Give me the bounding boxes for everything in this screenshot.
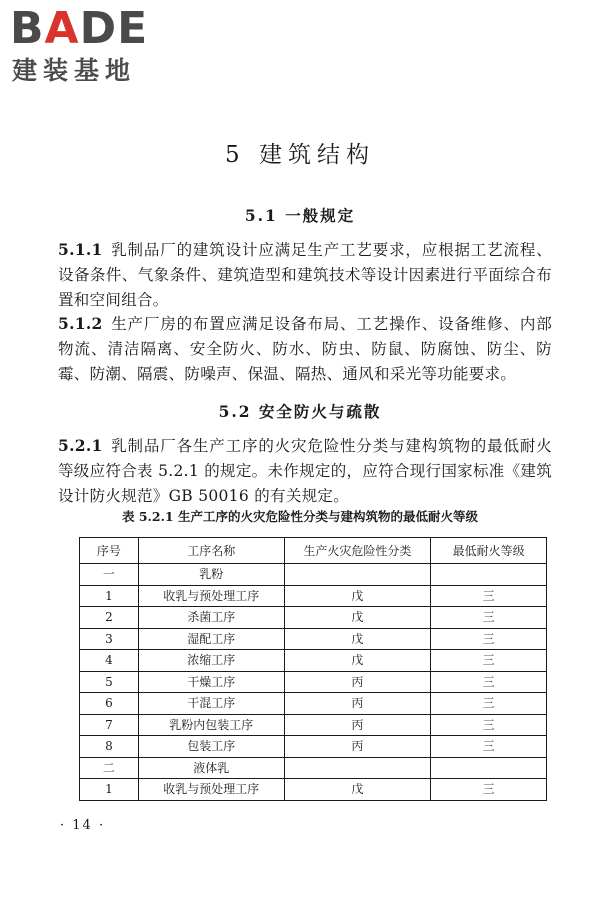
table-cell: 三 [431, 714, 547, 736]
table-row [80, 714, 547, 736]
table-cell: 三 [431, 779, 547, 801]
table-row [80, 693, 547, 715]
clause-number: 5.1.2 [58, 314, 103, 333]
table-cell: 液体乳 [138, 757, 284, 779]
clause-5-1-1 [58, 237, 552, 313]
table-cell: 7 [80, 714, 139, 736]
table-cell: 2 [80, 607, 139, 629]
logo-letter-b: B [10, 3, 45, 54]
table-cell: 戊 [284, 779, 431, 801]
table-cell: 丙 [284, 693, 431, 715]
page-number: · 14 · [60, 818, 106, 833]
table-caption: 表 5.2.1 生产工序的火灾危险性分类与建构筑物的最低耐火等级 [121, 509, 478, 524]
table-cell: 1 [80, 779, 139, 801]
chapter-title: 5 建筑结构 [225, 142, 375, 168]
table-cell: 乳粉 [138, 564, 284, 586]
table-row [80, 585, 547, 607]
table-cell: 8 [80, 736, 139, 758]
table-cell [431, 757, 547, 779]
clause-text: 乳制品厂各生产工序的火灾危险性分类与建构筑物的最低耐火等级应符合表 5.2.1 的规定。未作规定的，应符合现行国家标准《建筑设计防火规范》GB 50016 的有关规定。 [58, 437, 552, 505]
table-row [80, 779, 547, 801]
table-cell: 三 [431, 607, 547, 629]
table-row [80, 736, 547, 758]
table-cell: 丙 [284, 714, 431, 736]
table-cell: 收乳与预处理工序 [138, 585, 284, 607]
table-cell: 乳粉内包装工序 [138, 714, 284, 736]
site-logo [10, 4, 180, 86]
table-row [80, 607, 547, 629]
table-cell: 4 [80, 650, 139, 672]
table-cell: 丙 [284, 671, 431, 693]
clause-number: 5.2.1 [58, 436, 103, 455]
table-cell [284, 564, 431, 586]
table-cell: 戊 [284, 650, 431, 672]
table-cell: 二 [80, 757, 139, 779]
clause-text: 生产厂房的布置应满足设备布局、工艺操作、设备维修、内部物流、清洁隔离、安全防火、防水、防虫、防鼠、防腐蚀、防尘、防霉、防潮、隔震、防噪声、保温、隔热、通风和采光等功能要求。 [58, 315, 552, 383]
table-row [80, 757, 547, 779]
table-cell: 三 [431, 585, 547, 607]
table-cell: 1 [80, 585, 139, 607]
table-header-row [80, 538, 547, 564]
logo-wordmark [10, 4, 148, 54]
clause-5-1-2 [58, 311, 552, 387]
table-row [80, 671, 547, 693]
section-title-5-1: 5.1 一般规定 [244, 206, 356, 225]
header-cell: 工序名称 [138, 538, 284, 564]
table-cell: 杀菌工序 [138, 607, 284, 629]
header-cell: 生产火灾危险性分类 [284, 538, 431, 564]
logo-letter-a-accent: A [44, 3, 80, 54]
table-cell: 三 [431, 650, 547, 672]
table-cell [284, 757, 431, 779]
table-cell: 干燥工序 [138, 671, 284, 693]
fire-risk-table [79, 537, 547, 801]
table-row [80, 650, 547, 672]
table-cell: 戊 [284, 585, 431, 607]
table-cell: 三 [431, 671, 547, 693]
table-cell: 3 [80, 628, 139, 650]
table-row [80, 628, 547, 650]
table-cell: 6 [80, 693, 139, 715]
table-cell: 三 [431, 736, 547, 758]
clause-number: 5.1.1 [58, 240, 103, 259]
table-cell: 三 [431, 693, 547, 715]
table-cell: 浓缩工序 [138, 650, 284, 672]
logo-letters-de: DE [79, 3, 149, 54]
table-row [80, 564, 547, 586]
header-cell: 序号 [80, 538, 139, 564]
clause-5-2-1 [58, 433, 552, 509]
header-cell: 最低耐火等级 [431, 538, 547, 564]
table-cell: 干混工序 [138, 693, 284, 715]
clause-text: 乳制品厂的建筑设计应满足生产工艺要求，应根据工艺流程、设备条件、气象条件、建筑造型和建筑技术等设计因素进行平面综合布置和空间组合。 [58, 241, 552, 309]
table-cell: 5 [80, 671, 139, 693]
table-cell: 戊 [284, 607, 431, 629]
table-cell [431, 564, 547, 586]
table-cell: 丙 [284, 736, 431, 758]
table-cell: 一 [80, 564, 139, 586]
table-cell: 戊 [284, 628, 431, 650]
table-cell: 湿配工序 [138, 628, 284, 650]
section-title-5-2: 5.2 安全防火与疏散 [218, 402, 382, 421]
table-cell: 三 [431, 628, 547, 650]
logo-subtitle: 建装基地 [12, 56, 137, 85]
table-cell: 包装工序 [138, 736, 284, 758]
table-cell: 收乳与预处理工序 [138, 779, 284, 801]
